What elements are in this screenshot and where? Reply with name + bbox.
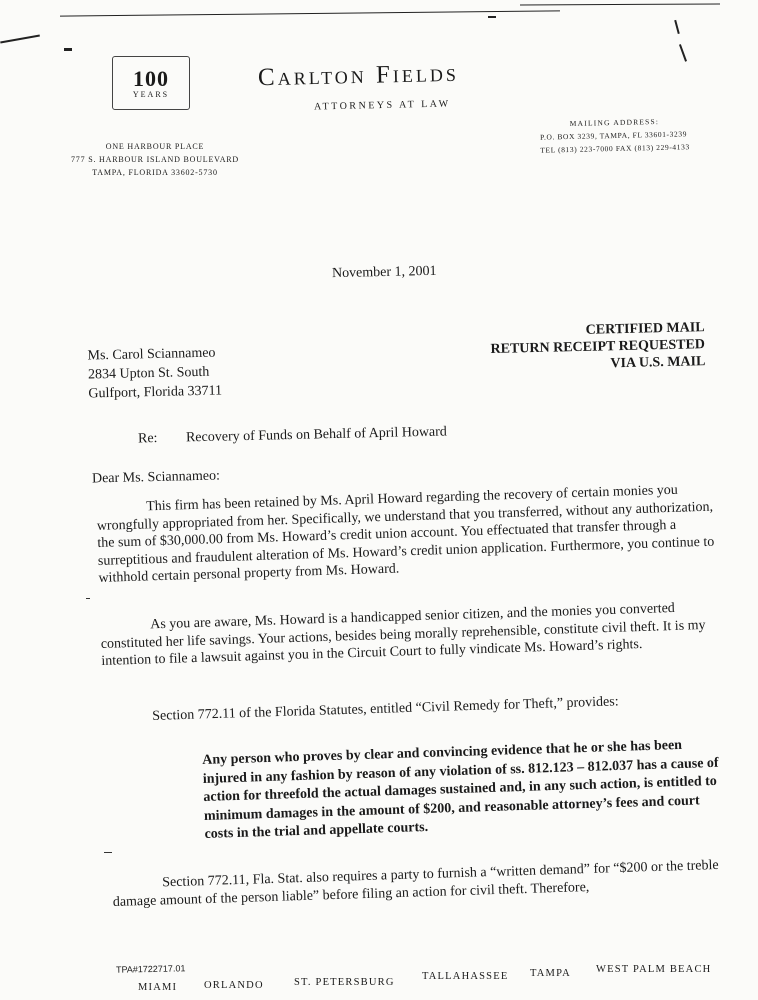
- office-city: ORLANDO: [204, 980, 264, 991]
- subject-text: Recovery of Funds on Behalf of April Howard: [185, 424, 448, 446]
- office-city: ST. PETERSBURG: [294, 977, 395, 988]
- paragraph-text: As you are aware, Ms. Howard is a handicapped senior citizen, and the monies you converted constituted her life savings. Your actions, besides being morally reprehensible, constitute civil theft. It is my intention to file a lawsuit against you in the Circuit Court to fully vindicate Ms. Howard’s rights.: [100, 600, 706, 670]
- paragraph-text: This firm has been retained by Ms. April Howard regarding the recovery of certain monies you wrongfully appropriated from her. Specifically, we understand that you transferred, without any authorization, the sum of $30,000.00 from Ms. Howard’s credit union account. You effectuated that transfer through a surreptitious and fraudulent alteration of Ms. Howard’s credit union application. Furthermore, you continue to withhold certain personal property from Ms. Howard.: [96, 482, 715, 587]
- office-city: TAMPA: [530, 968, 571, 979]
- office-address-line: ONE HARBOUR PLACE: [105, 142, 205, 151]
- body-paragraph-4: [112, 857, 723, 911]
- firm-name: Carlton Fields: [257, 59, 460, 92]
- mailing-address: [540, 114, 690, 156]
- scan-mark: [86, 598, 90, 599]
- recipient-line: Gulfport, Florida 33711: [88, 383, 223, 402]
- delivery-line: VIA U.S. MAIL: [610, 354, 706, 372]
- office-address: [70, 140, 240, 179]
- seal-number: 100: [133, 65, 169, 91]
- scan-mark: [679, 44, 687, 61]
- body-paragraph-3: Section 772.11 of the Florida Statutes, entitled “Civil Remedy for Theft,” provides:: [152, 694, 619, 724]
- file-code: TPA#1722717.01: [115, 963, 186, 975]
- office-cities: [130, 964, 730, 1000]
- recipient-line: Ms. Carol Sciannameo: [87, 345, 216, 364]
- mailing-address-line: TEL (813) 223-7000 FAX (813) 229-4133: [540, 142, 690, 155]
- indent: [100, 628, 150, 630]
- scan-mark: [488, 16, 496, 18]
- scan-mark: [104, 852, 112, 853]
- body-paragraph-2: [100, 599, 717, 671]
- statute-quote: Any person who proves by clear and convincing evidence that he or she has been injured in any fashion by reason of any violation of ss. 812.123 – 812.037 has a cause of action for threefold the actual damages sustained and, in any such action, is entitled to minimum damages in the amount of $200, and reasonable attorney’s fees and court costs in the trial and appellate courts.: [202, 737, 719, 842]
- scan-mark: [64, 48, 72, 51]
- scan-mark: [0, 35, 40, 43]
- delivery-method: [454, 319, 705, 376]
- seal-text: YEARS: [132, 89, 170, 99]
- indent: [112, 886, 162, 888]
- office-city: WEST PALM BEACH: [596, 964, 712, 975]
- body-paragraph-1: [96, 481, 718, 588]
- firm-subtitle: ATTORNEYS AT LAW: [313, 98, 451, 113]
- scan-mark: [674, 20, 679, 34]
- scan-edge-line: [520, 3, 720, 5]
- office-city: TALLAHASSEE: [422, 971, 509, 982]
- indent: [96, 510, 146, 512]
- letter-date: November 1, 2001: [331, 263, 437, 282]
- delivery-line: RETURN RECEIPT REQUESTED: [490, 337, 706, 358]
- mailing-address-header: MAILING ADDRESS:: [569, 116, 660, 129]
- office-address-line: TAMPA, FLORIDA 33602-5730: [92, 168, 218, 177]
- recipient-address: [87, 343, 222, 403]
- office-address-line: 777 S. HARBOUR ISLAND BOULEVARD: [71, 155, 239, 164]
- office-city: MIAMI: [138, 982, 178, 993]
- subject-label: Re:: [137, 431, 158, 447]
- delivery-line: CERTIFIED MAIL: [585, 320, 705, 338]
- salutation: Dear Ms. Sciannameo:: [91, 468, 221, 487]
- mailing-address-line: P.O. BOX 3239, TAMPA, FL 33601-3239: [539, 129, 688, 142]
- subject-line: [138, 424, 447, 447]
- scan-edge-line: [60, 10, 560, 16]
- firm-seal: [112, 56, 190, 110]
- recipient-line: 2834 Upton St. South: [87, 364, 210, 383]
- paragraph-text: Section 772.11, Fla. Stat. also requires a party to furnish a “written demand” for “$200 or the treble damage amount of the person liable” before filing an action for civil theft. Therefore,: [112, 857, 719, 910]
